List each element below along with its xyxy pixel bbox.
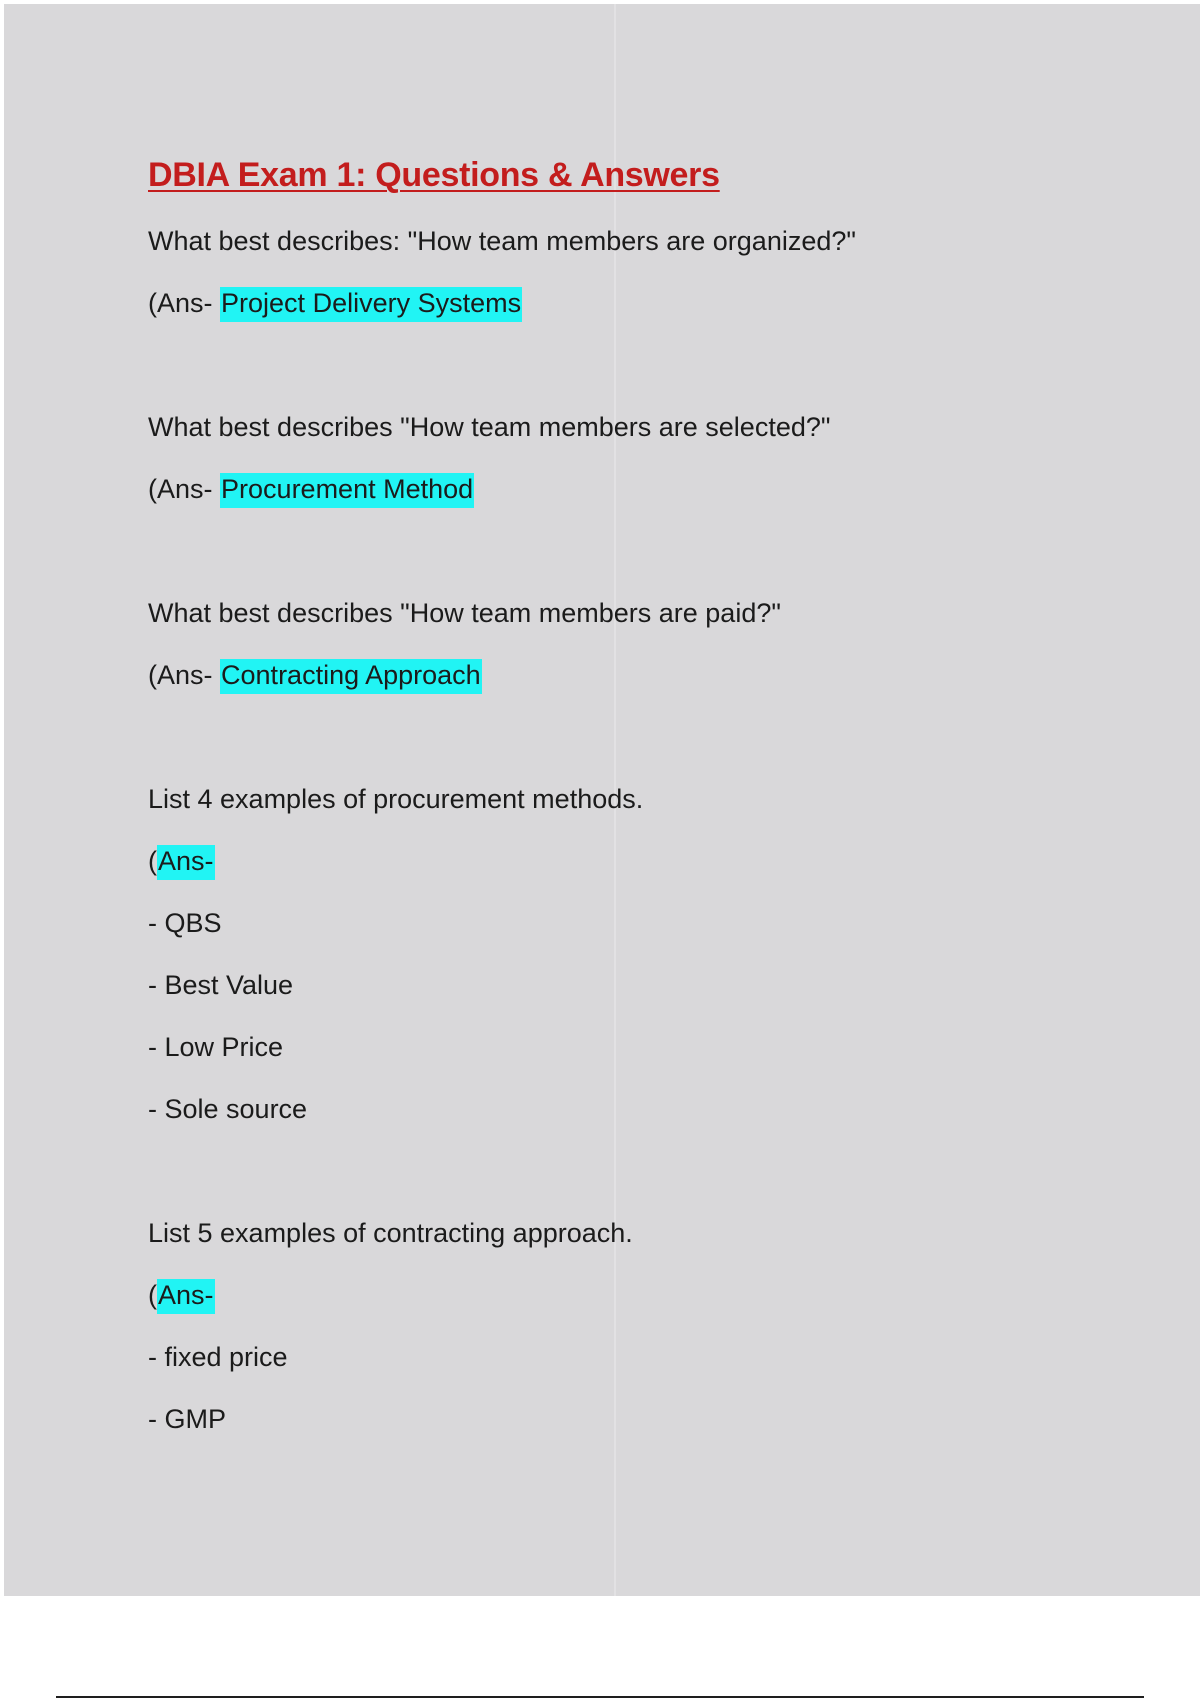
spacer — [148, 706, 1148, 768]
answer-prefix: (Ans- — [148, 660, 213, 690]
answer-1-highlight: Project Delivery Systems — [220, 287, 522, 322]
answer-3-highlight: Contracting Approach — [220, 659, 482, 694]
list-item: - fixed price — [148, 1342, 288, 1372]
answer-2 — [148, 458, 1148, 520]
list-item: - Sole source — [148, 1094, 308, 1124]
answer-3 — [148, 644, 1148, 706]
document-title: DBIA Exam 1: Questions & Answers — [148, 156, 720, 194]
question-2: What best describes "How team members are selected?" — [148, 412, 831, 442]
document-content — [148, 150, 1148, 1450]
answer-5: (Ans- — [148, 1264, 1148, 1326]
spacer — [148, 1140, 1148, 1202]
list-item: - GMP — [148, 1404, 226, 1434]
question-3: What best describes "How team members are paid?" — [148, 598, 781, 628]
answer-4: (Ans- — [148, 830, 1148, 892]
list-item: - QBS — [148, 908, 222, 938]
list-item: - Low Price — [148, 1032, 284, 1062]
answer-1 — [148, 272, 1148, 334]
spacer — [148, 520, 1148, 582]
question-1: What best describes: "How team members are organized?" — [148, 226, 856, 256]
question-4: List 4 examples of procurement methods. — [148, 784, 644, 814]
list-item: - Best Value — [148, 970, 294, 1000]
answer-prefix: (Ans- — [148, 474, 213, 504]
answer-2-highlight: Procurement Method — [220, 473, 474, 508]
answer-prefix: (Ans- — [148, 288, 213, 318]
spacer — [148, 334, 1148, 396]
question-5: List 5 examples of contracting approach. — [148, 1218, 633, 1248]
answer-4-highlight: Ans- — [157, 845, 215, 880]
answer-5-highlight: Ans- — [157, 1279, 215, 1314]
footer-rule — [56, 1696, 1144, 1698]
